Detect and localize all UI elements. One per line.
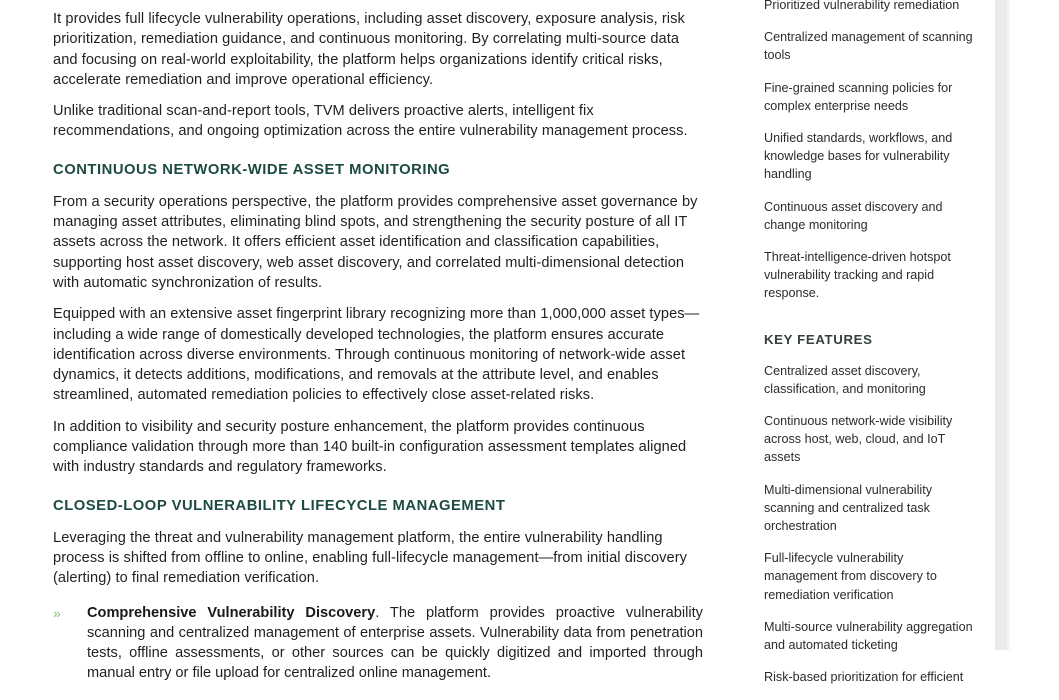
lifecycle-bullet-list — [53, 603, 703, 684]
sidebar-column — [764, 0, 976, 700]
lifecycle-paragraph-1: Leveraging the threat and vulnerability management platform, the entire vulnerability handling process is shifted from offline to online, enabling full-lifecycle management—from initial discovery (alerting) to final remediation verification. — [53, 529, 688, 587]
bullet-body-text: . The platform provides proactive vulnerability scanning and centralized management of enterprise assets. Vulnerability data from penetration tests, offline assessments, or other sources can be quickly digitized and imported through manual entry or file upload for centralized online management. — [87, 604, 703, 682]
asset-monitoring-paragraph-3: In addition to visibility and security posture enhancement, the platform provides continuous compliance validation through more than 140 built-in configuration assessment templates aligned with industry standards and regulatory frameworks. — [53, 418, 687, 476]
intro-paragraph-2: Unlike traditional scan-and-report tools, TVM delivers proactive alerts, intelligent fix recommendations, and ongoing optimization across the entire vulnerability management process. — [53, 103, 688, 140]
sidebar-item-3: Unified standards, workflows, and knowledge bases for vulnerability handling — [764, 131, 953, 182]
list-item — [53, 603, 703, 684]
sidebar-item-4: Continuous asset discovery and change monitoring — [764, 199, 943, 232]
bullet-marker-icon: » — [53, 604, 61, 621]
key-feature-item-5: Risk-based prioritization for efficient — [764, 670, 964, 685]
key-feature-item-2: Multi-dimensional vulnerability scanning and centralized task orchestration — [764, 482, 932, 534]
section-heading-lifecycle-management: CLOSED-LOOP VULNERABILITY LIFECYCLE MANAGEMENT — [53, 497, 506, 514]
asset-monitoring-paragraph-2: Equipped with an extensive asset fingerprint library recognizing more than 1,000,000 asset types—including a wide range of domestically developed technologies, the platform ensures accurate identification across diverse environments. Through continuous monitoring of network-wide asset dynamics, it detects additions, modifications, and removals at the attribute level, and enables streamlined, automated remediation policies to effectively close asset-related risks. — [53, 306, 700, 404]
bullet-lead-label: Comprehensive Vulnerability Discovery — [87, 604, 376, 621]
intro-paragraph-1: It provides full lifecycle vulnerability operations, including asset discovery, exposure analysis, risk prioritization, remediation guidance, and continuous monitoring. By correlating multi-source data and focusing on real-world exploitability, the platform helps organizations identify critical risks, accelerate remediation and improve operational efficiency. — [53, 11, 685, 88]
main-content-column — [53, 0, 703, 696]
page-right-edge-band — [995, 0, 1007, 650]
key-feature-item-3: Full-lifecycle vulnerability management from discovery to remediation verification — [764, 551, 937, 602]
sidebar-item-0: Prioritized vulnerability remediation — [764, 0, 960, 12]
sidebar-item-1: Centralized management of scanning tools — [764, 30, 973, 63]
sidebar-item-5: Threat-intelligence-driven hotspot vulnerability tracking and rapid response. — [764, 250, 951, 301]
asset-monitoring-paragraph-1: From a security operations perspective, the platform provides comprehensive asset governance by managing asset attributes, eliminating blind spots, and strengthening the security posture of all IT assets across the network. It offers efficient asset identification and classification capabilities, supporting host asset discovery, web asset discovery, and correlated multi-dimensional detection with automatic synchronization of results. — [53, 193, 698, 291]
section-heading-asset-monitoring: CONTINUOUS NETWORK-WIDE ASSET MONITORING — [53, 161, 451, 178]
sidebar-item-2: Fine-grained scanning policies for complex enterprise needs — [764, 80, 953, 113]
key-feature-item-0: Centralized asset discovery, classification, and monitoring — [764, 363, 926, 396]
key-feature-item-1: Continuous network-wide visibility across host, web, cloud, and IoT assets — [764, 414, 953, 465]
sidebar-heading-key-features: KEY FEATURES — [764, 331, 873, 347]
key-feature-item-4: Multi-source vulnerability aggregation and automated ticketing — [764, 619, 973, 653]
page-right-edge-band-soft — [1007, 0, 1010, 650]
